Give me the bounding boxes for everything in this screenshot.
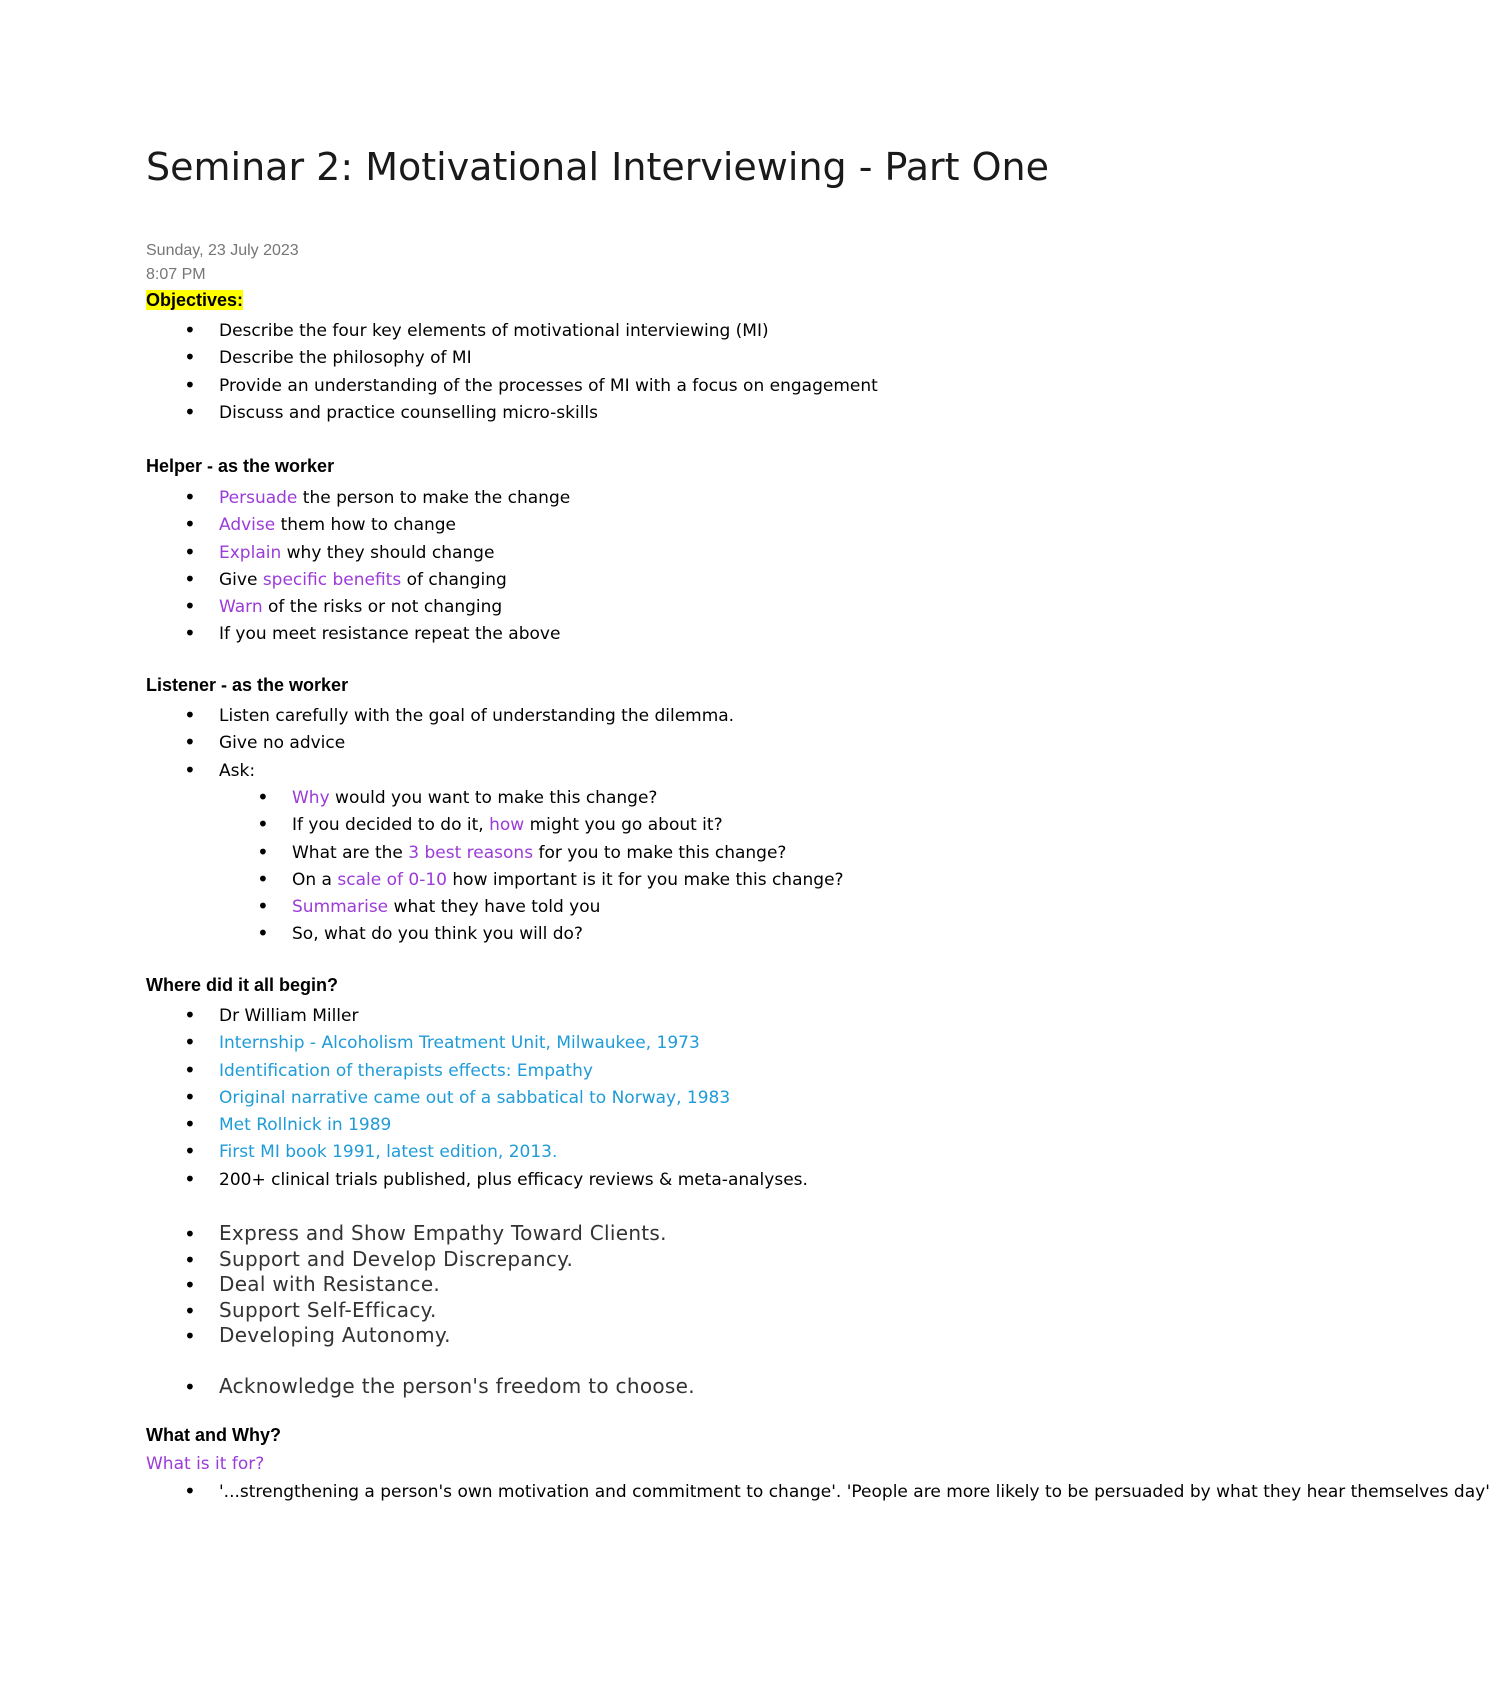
item-text: On a <box>292 869 338 890</box>
item-text: how important is it for you make this change? <box>446 869 844 890</box>
list-item: • Describe the philosophy of MI <box>219 347 878 374</box>
what-why-subheading: What is it for? <box>146 1454 265 1474</box>
list-item <box>219 569 570 596</box>
item-text: What are the <box>292 842 409 863</box>
item-text: what they have told you <box>388 897 601 918</box>
list-item: • Support and Develop Discrepancy. <box>219 1247 667 1273</box>
item-text: for you to make this change? <box>533 842 787 863</box>
ask-list <box>292 787 844 951</box>
list-item <box>292 869 844 896</box>
list-item: • '...strengthening a person's own motivation and commitment to change'. 'People are more likely to be persuaded by what they hear themselves day' <box>219 1481 1079 1508</box>
objectives-heading-text: Objectives: <box>146 290 244 310</box>
list-item: • Internship - Alcoholism Treatment Unit, Milwaukee, 1973 <box>219 1032 808 1059</box>
list-item <box>292 814 844 841</box>
list-item <box>292 842 844 869</box>
list-item: • Deal with Resistance. <box>219 1272 667 1298</box>
objectives-heading <box>146 290 243 311</box>
item-text: Give <box>219 569 263 590</box>
list-item <box>292 923 844 950</box>
list-item: • Met Rollnick in 1989 <box>219 1114 808 1141</box>
principles-list <box>219 1221 667 1349</box>
list-item <box>292 787 844 814</box>
note-date: Sunday, 23 July 2023 <box>146 242 299 259</box>
item-text: why they should change <box>281 542 495 563</box>
list-item: • Give no advice <box>219 732 734 759</box>
item-text: If you decided to do it, <box>292 815 490 836</box>
item-highlight: scale of 0-10 <box>337 869 447 890</box>
list-item <box>219 514 570 541</box>
list-item: • Identification of therapists effects: Empathy <box>219 1060 808 1087</box>
helper-heading: Helper - as the worker <box>146 456 335 476</box>
list-item: • Developing Autonomy. <box>219 1323 667 1349</box>
note-time: 8:07 PM <box>146 266 206 283</box>
list-item: • 200+ clinical trials published, plus efficacy reviews & meta-analyses. <box>219 1169 808 1196</box>
item-text: the person to make the change <box>297 488 571 508</box>
list-item <box>219 623 570 650</box>
item-text: might you go about it? <box>524 815 723 836</box>
listener-heading: Listener - as the worker <box>146 675 349 695</box>
list-item: • First MI book 1991, latest edition, 2013. <box>219 1141 808 1168</box>
principles-extra-list <box>219 1374 695 1400</box>
list-item: • Support Self-Efficacy. <box>219 1298 667 1324</box>
what-why-list <box>219 1481 1490 1508</box>
item-highlight: Why <box>292 788 330 808</box>
list-item <box>219 487 570 514</box>
list-item <box>292 896 844 923</box>
item-highlight: Persuade <box>219 488 298 508</box>
item-text: So, what do you think you will do? <box>292 924 583 945</box>
list-item <box>219 542 570 569</box>
list-item <box>219 596 570 623</box>
list-item: • Dr William Miller <box>219 1005 808 1032</box>
list-item: • Express and Show Empathy Toward Clients. <box>219 1221 667 1247</box>
origin-list <box>219 1005 808 1196</box>
item-text: them how to change <box>275 515 457 536</box>
item-text: of the risks or not changing <box>262 597 503 618</box>
what-why-heading: What and Why? <box>146 1425 281 1445</box>
list-item: • Discuss and practice counselling micro-skills <box>219 402 878 429</box>
item-highlight: Warn <box>219 597 263 618</box>
item-highlight: specific benefits <box>262 569 402 590</box>
list-item: • Listen carefully with the goal of understanding the dilemma. <box>219 705 734 732</box>
item-text: If you meet resistance repeat the above <box>219 624 561 645</box>
page-title: Seminar 2: Motivational Interviewing - Part One <box>146 145 1049 189</box>
item-highlight: Advise <box>219 515 276 536</box>
item-highlight: Summarise <box>292 897 389 918</box>
list-item: • Acknowledge the person's freedom to choose. <box>219 1374 695 1400</box>
item-highlight: how <box>489 815 525 836</box>
list-item: • Original narrative came out of a sabbatical to Norway, 1983 <box>219 1087 808 1114</box>
list-item: • Describe the four key elements of motivational interviewing (MI) <box>219 320 878 347</box>
listener-list <box>219 705 734 787</box>
item-text: would you want to make this change? <box>329 788 658 808</box>
objectives-list <box>219 320 878 429</box>
list-item: • Provide an understanding of the processes of MI with a focus on engagement <box>219 375 878 402</box>
item-highlight: 3 best reasons <box>408 842 534 863</box>
item-highlight: Explain <box>219 542 282 563</box>
origin-heading: Where did it all begin? <box>146 975 339 995</box>
helper-list <box>219 487 570 651</box>
list-item: • Ask: <box>219 760 734 787</box>
item-text: of changing <box>401 569 507 590</box>
